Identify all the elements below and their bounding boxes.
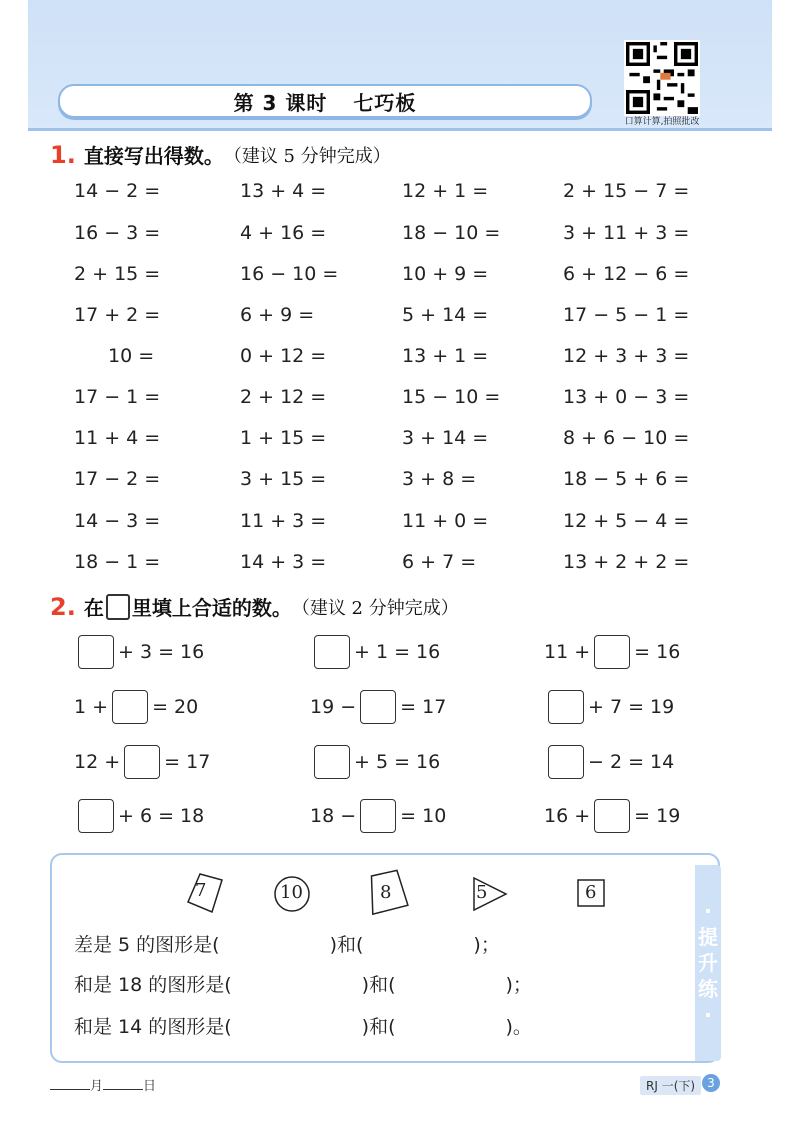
equation: 2 + 15 =	[74, 263, 161, 285]
fill-equation: + 5 = 16	[310, 744, 440, 780]
equation: 11 + 0 =	[402, 510, 489, 532]
equation: 16 − 10 =	[240, 263, 339, 285]
fill-equation: + 3 = 16	[74, 634, 204, 670]
quadrilateral-shape-number: 8	[380, 882, 392, 903]
section-1-heading	[50, 140, 391, 169]
section-2-title-pre: 在	[83, 596, 104, 620]
equation: 2 + 12 =	[240, 386, 327, 408]
answer-box[interactable]	[548, 690, 584, 724]
square-shape-number: 6	[585, 882, 597, 903]
day-blank[interactable]	[103, 1089, 143, 1090]
section-1-number: 1.	[50, 140, 76, 169]
fill-equation: 16 + = 19	[544, 798, 680, 834]
equation: 10 =	[108, 345, 155, 367]
lesson-title-bar	[58, 84, 592, 118]
answer-box[interactable]	[594, 635, 630, 669]
lesson-topic: 七巧板	[353, 90, 417, 115]
section-2-hint: （建议 2 分钟完成）	[291, 597, 459, 619]
equation: 12 + 5 − 4 =	[563, 510, 690, 532]
answer-box[interactable]	[314, 745, 350, 779]
equation: 16 − 3 =	[74, 222, 161, 244]
equation: 18 − 1 =	[74, 551, 161, 573]
equation: 18 − 5 + 6 =	[563, 468, 690, 490]
equation: 10 + 9 =	[402, 263, 489, 285]
equation: 3 + 14 =	[402, 427, 489, 449]
triangle-shape-number: 5	[476, 882, 488, 903]
date-field: 月 日	[50, 1075, 156, 1094]
circle-shape-number: 10	[280, 882, 303, 903]
equation: 14 + 3 =	[240, 551, 327, 573]
extension-question-3: 和是 14 的图形是( )和( )。	[74, 1016, 532, 1038]
month-blank[interactable]	[50, 1089, 90, 1090]
answer-box[interactable]	[594, 799, 630, 833]
equation: 1 + 15 =	[240, 427, 327, 449]
answer-box[interactable]	[360, 799, 396, 833]
qr-code-icon	[626, 42, 698, 114]
equation: 13 + 1 =	[402, 345, 489, 367]
qr-code[interactable]	[624, 40, 700, 116]
equation: 15 − 10 =	[402, 386, 501, 408]
equation: 12 + 1 =	[402, 180, 489, 202]
equation: 18 − 10 =	[402, 222, 501, 244]
fill-equation: 12 + = 17	[74, 744, 210, 780]
extension-tab: · 提 升 练 ·	[695, 865, 721, 1061]
equation: 0 + 12 =	[240, 345, 327, 367]
answer-box[interactable]	[124, 745, 160, 779]
answer-box[interactable]	[112, 690, 148, 724]
extension-question-1: 差是 5 的图形是( )和( )；	[74, 934, 500, 956]
fill-equation: 1 + = 20	[74, 689, 198, 725]
section-1-hint: （建议 5 分钟完成）	[223, 145, 391, 167]
answer-box[interactable]	[314, 635, 350, 669]
lesson-number: 第 3 课时	[233, 90, 328, 115]
equation: 6 + 12 − 6 =	[563, 263, 690, 285]
fill-equation: + 6 = 18	[74, 798, 204, 834]
edition-code: RJ 一(下)	[640, 1076, 701, 1095]
section-2-number: 2.	[50, 592, 76, 621]
section-1-title: 直接写出得数。	[83, 144, 224, 168]
equation: 3 + 11 + 3 =	[563, 222, 690, 244]
answer-box[interactable]	[548, 745, 584, 779]
equation: 3 + 15 =	[240, 468, 327, 490]
diamond-shape-number: 7	[195, 880, 207, 901]
answer-box[interactable]	[360, 690, 396, 724]
equation: 13 + 2 + 2 =	[563, 551, 690, 573]
equation: 12 + 3 + 3 =	[563, 345, 690, 367]
fill-equation: 19 − = 17	[310, 689, 446, 725]
section-2-heading	[50, 592, 459, 621]
equation: 14 − 3 =	[74, 510, 161, 532]
fill-equation: 11 + = 16	[544, 634, 680, 670]
fill-equation: + 1 = 16	[310, 634, 440, 670]
section-2-title-post: 里填上合适的数。	[131, 596, 292, 620]
equation: 3 + 8 =	[402, 468, 477, 490]
equation: 4 + 16 =	[240, 222, 327, 244]
equation: 11 + 4 =	[74, 427, 161, 449]
equation: 5 + 14 =	[402, 304, 489, 326]
qr-caption: 口算计算,拍照批改	[624, 117, 700, 127]
equation: 17 + 2 =	[74, 304, 161, 326]
equation: 6 + 9 =	[240, 304, 315, 326]
answer-box[interactable]	[78, 799, 114, 833]
equation: 17 − 2 =	[74, 468, 161, 490]
extension-question-2: 和是 18 的图形是( )和( )；	[74, 974, 532, 996]
blank-box-icon	[106, 594, 130, 620]
equation: 14 − 2 =	[74, 180, 161, 202]
equation: 17 − 5 − 1 =	[563, 304, 690, 326]
equation: 17 − 1 =	[74, 386, 161, 408]
fill-equation: 18 − = 10	[310, 798, 446, 834]
answer-box[interactable]	[78, 635, 114, 669]
equation: 2 + 15 − 7 =	[563, 180, 690, 202]
equation: 13 + 0 − 3 =	[563, 386, 690, 408]
fill-equation: − 2 = 14	[544, 744, 674, 780]
equation: 8 + 6 − 10 =	[563, 427, 690, 449]
equation: 11 + 3 =	[240, 510, 327, 532]
page-number: 3	[702, 1074, 720, 1092]
equation: 13 + 4 =	[240, 180, 327, 202]
equation: 6 + 7 =	[402, 551, 477, 573]
fill-equation: + 7 = 19	[544, 689, 674, 725]
